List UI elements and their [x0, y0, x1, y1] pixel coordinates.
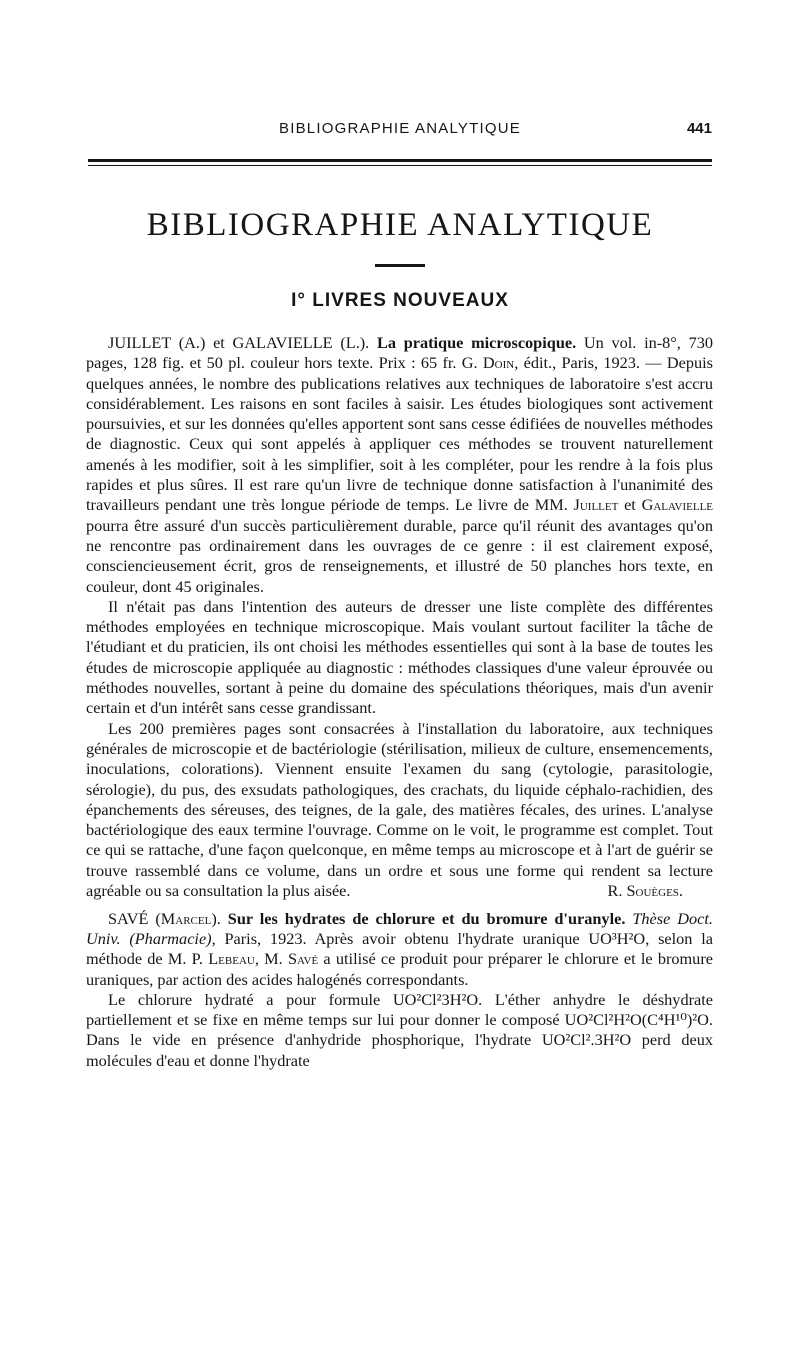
page-title: BIBLIOGRAPHIE ANALYTIQUE — [146, 207, 654, 243]
entry1-authors: JUILLET (A.) et GALAVIELLE (L.). — [108, 333, 370, 352]
review-signature: R. Souèges. — [607, 881, 683, 901]
entry1-author-name-2: Galavielle — [641, 495, 714, 515]
entry2-details-b: a utilisé ce produit pour préparer le chlorure et le bromure uraniques, par action des acides halogénés correspondants. — [86, 949, 713, 989]
entry2-title: Sur les hydrates de chlorure et du bromure d'uranyle. — [227, 908, 626, 928]
header-rule-thin — [88, 165, 712, 166]
entry2-author: SAVÉ ( — [108, 908, 161, 928]
signature-line — [86, 881, 713, 901]
entry1-paragraph-3 — [86, 719, 713, 902]
entry2-paragraph-2: Le chlorure hydraté a pour formule UO²Cl²3H²O. L'éther anhydre le déshydrate partiellement et se fixe en même temps sur lui pour donner le composé UO²Cl²H²O(C⁴H¹⁰)²O. Dans le vide en présence d'anhydride phosphorique, l'hydrate UO²Cl².3H²O perd deux molécules d'eau et donne l'hydrate — [86, 989, 713, 1070]
section-title: I° LIVRES NOUVEAUX — [291, 290, 509, 311]
running-head-title: BIBLIOGRAPHIE ANALYTIQUE — [279, 120, 521, 137]
entry2-thesis: Thèse Doct. Univ. (Pharmacie), — [86, 908, 713, 948]
entry2-author-close: ). — [211, 908, 221, 928]
header-rule-thick — [88, 159, 712, 162]
entry1-paragraph-1 — [86, 333, 713, 597]
entry1-details-c: pourra être assuré d'un succès particulièrement durable, parce qu'il réunit des avantages qu'on ne rencontre pas ordinairement dans les ouvrages de ce genre : il est clairement exposé, consciencieusement écrit, gros de renseignements, et illustré de 50 planches hors texte, en couleur, dont 45 originales. — [86, 515, 713, 596]
entry2-mid-1: , M. — [254, 949, 283, 969]
entry1-details-a: Un vol. in-8°, 730 pages, 128 fig. et 50 pl. couleur hors texte. Prix : 65 fr. G. — [86, 333, 714, 373]
entry2-name-2: Savé — [287, 949, 319, 969]
page-number: 441 — [686, 120, 712, 137]
entry2-author-first: Marcel — [160, 908, 212, 928]
entry2-name-1: Lebeau — [208, 949, 255, 969]
entry1-book-title: La pratique microscopique. — [376, 333, 577, 352]
body-text — [86, 333, 713, 1071]
entry1-details-b: , édit., Paris, 1923. — Depuis quelques années, le nombre des publications relatives aux techniques de laboratoire s'est accru considérablement. Les raisons en sont faciles à saisir. Les études biologiques sont activement poursuivies, et sur les données qu'elles apportent sont sans cesse édifiées de nouvelles méthodes de diagnostic. Ceux qui sont appelés à appliquer ces méthodes se trouvent naturellement amenés à les modifier, soit à les simplifier, soit à les compléter, pour les rendre à la fois plus rapides et plus sûres. Il est rare qu'un livre de technique donne satisfaction à l'unanimité des travailleurs pendant une très longue période de temps. Le livre de MM. — [86, 353, 713, 515]
entry1-paragraph-2: Il n'était pas dans l'intention des auteurs de dresser une liste complète des différentes méthodes employées en technique microscopique. Mais voulant surtout faciliter la tâche de l'étudiant et du praticien, ils ont choisi les méthodes essentielles qui sont à la base de toutes les études de microscopie appliquée au diagnostic : méthodes classiques d'une valeur éprouvée ou méthodes nouvelles, sortant à peine du domaine des spéculations théoriques, mais d'un avenir certain et d'un intérêt sans cesse grandissant. — [86, 596, 713, 718]
entry2-paragraph-1 — [86, 909, 713, 990]
entry2-details-a: Paris, 1923. Après avoir obtenu l'hydrate uranique UO³H²O, selon la méthode de M. P. — [86, 928, 713, 969]
entry1-paragraph-3-text: Les 200 premières pages sont consacrées à l'installation du laboratoire, aux techniques générales de microscopie et de bactériologie (stérilisation, milieux de culture, ensemencements, inoculations, colorations). Viennent ensuite l'examen du sang (cytologie, parasitologie, sérologie), du pus, des exsudats pathologiques, des crachats, du liquide céphalo-rachidien, des épanchements des séreuses, des teignes, de la gale, des matières fécales, des urines. L'analyse bactériologique des eaux termine l'ouvrage. Comme on le voit, le programme est complet. Tout ce qui se rattache, d'une façon quelconque, en même temps au microscope et à l'art de guérir se trouve rassemblé dans ce volume, dans un ordre et sous une forme qui rendent sa lecture agréable ou sa consultation la plus aisée. — [86, 718, 713, 901]
entry1-mid-1: et — [618, 495, 642, 515]
entry1-publisher: Doin — [482, 353, 515, 373]
running-head — [88, 118, 712, 140]
entry1-author-name-1: Juillet — [573, 495, 619, 515]
title-divider — [375, 264, 425, 267]
